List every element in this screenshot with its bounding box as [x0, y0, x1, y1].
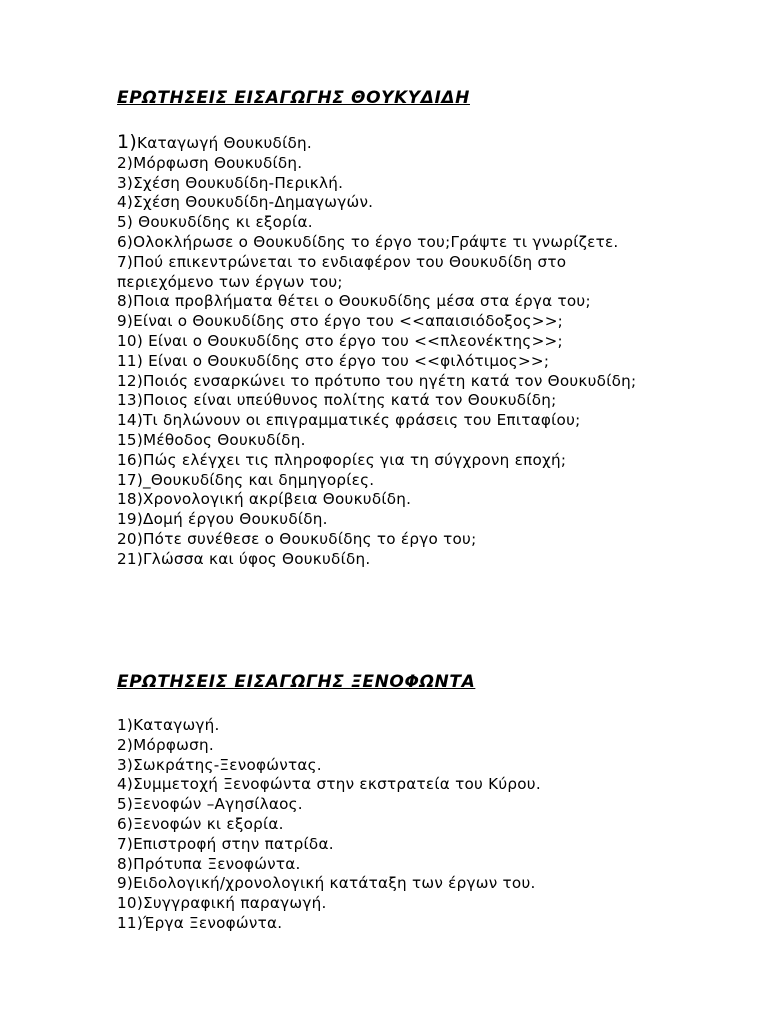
list-item: 6)Ξενοφών κι εξορία.: [117, 814, 284, 833]
list-item: 6)Ολοκλήρωσε ο Θουκυδίδης το έργο του;Γράψτε τι γνωρίζετε.: [117, 232, 619, 251]
list-item: 16)Πώς ελέγχει τις πληροφορίες για τη σύγχρονη εποχή;: [117, 450, 567, 469]
list-item: 15)Μέθοδος Θουκυδίδη.: [117, 430, 306, 449]
list-item: 4)Συμμετοχή Ξενοφώντα στην εκστρατεία του Κύρου.: [117, 775, 541, 794]
question-list-xenophon: [117, 716, 657, 934]
list-item: 8)Ποια προβλήματα θέτει ο Θουκυδίδης μέσα στα έργα του;: [117, 292, 591, 311]
list-item: 3)Σχέση Θουκυδίδη-Περικλή.: [117, 173, 344, 192]
list-item: 4)Σχέση Θουκυδίδη-Δημαγωγών.: [117, 193, 374, 212]
list-item: 10) Είναι ο Θουκυδίδης στο έργο του <<πλεονέκτης>>;: [117, 331, 563, 350]
list-item: 2)Μόρφωση Θουκυδίδη.: [117, 153, 303, 172]
list-item: 10)Συγγραφική παραγωγή.: [117, 894, 327, 913]
first-item-number: 1): [117, 131, 138, 153]
list-item: 7)Πού επικεντρώνεται το ενδιαφέρον του Θουκυδίδη στο περιεχόμενο των έργων του;: [117, 252, 572, 291]
list-item: [117, 133, 657, 154]
list-item: 14)Τι δηλώνουν οι επιγραμματικές φράσεις του Επιταφίου;: [117, 411, 581, 430]
list-item: 2)Μόρφωση.: [117, 735, 214, 754]
list-item: 13)Ποιος είναι υπεύθυνος πολίτης κατά τον Θουκυδίδη;: [117, 391, 557, 410]
list-item: 20)Πότε συνέθεσε ο Θουκυδίδης το έργο του;: [117, 529, 477, 548]
list-item: 18)Χρονολογική ακρίβεια Θουκυδίδη.: [117, 490, 412, 509]
list-item: 19)Δομή έργου Θουκυδίδη.: [117, 510, 328, 529]
list-item: 9)Ειδολογική/χρονολογική κατάταξη των έργων του.: [117, 874, 536, 893]
list-item: 7)Επιστροφή στην πατρίδα.: [117, 834, 334, 853]
first-item-text: Καταγωγή Θουκυδίδη.: [137, 134, 312, 152]
list-item: 3)Σωκράτης-Ξενοφώντας.: [117, 755, 322, 774]
list-item: 11) Είναι ο Θουκυδίδης στο έργο του <<φιλότιμος>>;: [117, 351, 550, 370]
list-item: 8)Πρότυπα Ξενοφώντα.: [117, 854, 301, 873]
list-item: 11)Έργα Ξενοφώντα.: [117, 913, 283, 932]
list-item: 12)Ποιός ενσαρκώνει το πρότυπο του ηγέτη κατά τον Θουκυδίδη;: [117, 371, 637, 390]
list-item: 17)_Θουκυδίδης και δημηγορίες.: [117, 470, 375, 489]
list-item: 1)Καταγωγή.: [117, 716, 220, 734]
question-list-thucydides: [117, 133, 657, 570]
list-item: 5) Θουκυδίδης κι εξορία.: [117, 213, 313, 232]
list-item: 21)Γλώσσα και ύφος Θουκυδίδη.: [117, 549, 371, 568]
list-item: 5)Ξενοφών –Αγησίλαος.: [117, 795, 303, 814]
list-item: 9)Είναι ο Θουκυδίδης στο έργο του <<απαισιόδοξος>>;: [117, 312, 564, 331]
section-heading-thucydides: ΕΡΩΤΗΣΕΙΣ ΕΙΣΑΓΩΓΗΣ ΘΟΥΚΥΔΙΔΗ: [117, 88, 470, 108]
section-heading-xenophon: ΕΡΩΤΗΣΕΙΣ ΕΙΣΑΓΩΓΗΣ ΞΕΝΟΦΩΝΤΑ: [117, 672, 476, 692]
